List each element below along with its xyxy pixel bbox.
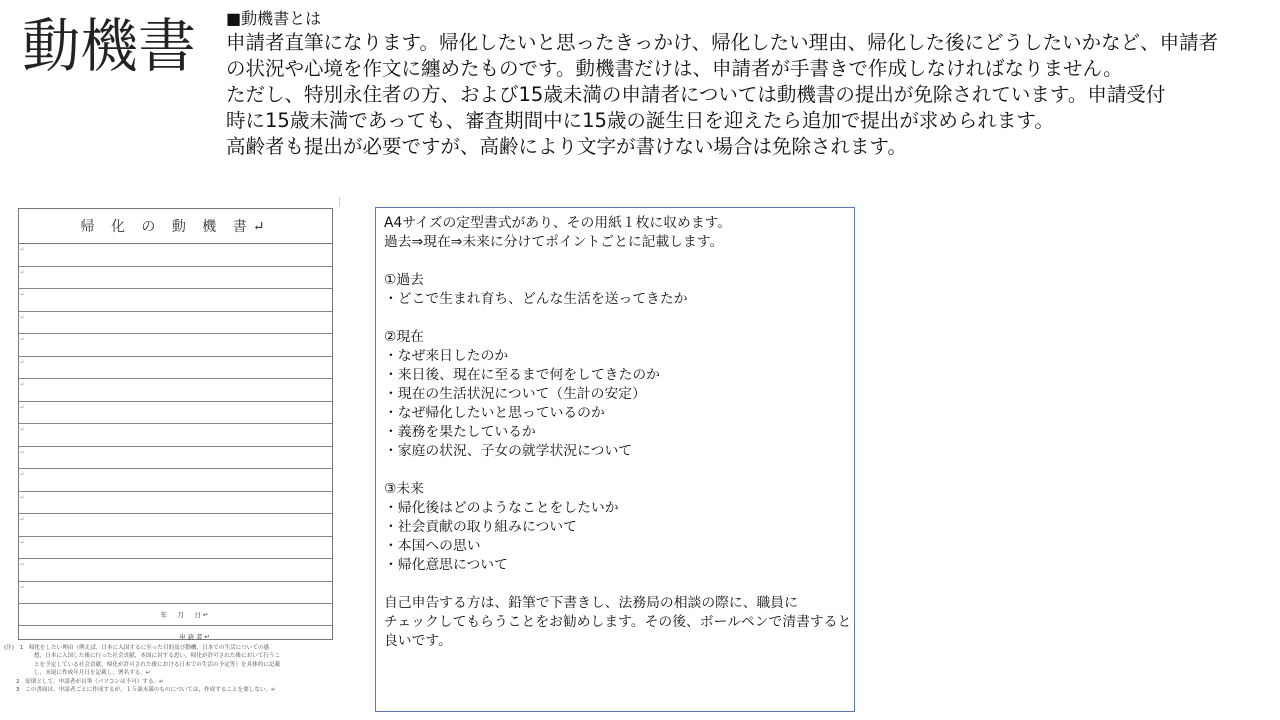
form-line xyxy=(19,424,332,447)
intro-line: 申請者直筆になります。帰化したいと思ったきっかけ、帰化したい理由、帰化した後にどうしたいかなど、申請者 xyxy=(226,31,1219,54)
form-line xyxy=(19,267,332,290)
info-line: A4サイズの定型書式があり、その用紙１枚に収めます。 xyxy=(384,215,732,231)
page-title: 動機書 xyxy=(22,12,197,80)
form-ruled-lines xyxy=(19,244,332,604)
form-note: 3 この書面は，申請者ごとに作成するが，１５歳未満のものについては，作成することを要しない。↵ xyxy=(16,687,276,694)
form-note: (注) 1 帰化をしたい理由（例えば，日本に入国するに至った目的及び動機，日本での生活についての感 xyxy=(4,645,270,651)
closing-line: 自己申告する方は、鉛筆で下書きし、法務局の相談の際に、職員に xyxy=(384,595,798,611)
intro-line: の状況や心境を作文に纏めたものです。動機書だけは、申請者が手書きで作成しなければなりません。 xyxy=(226,57,1123,80)
form-line xyxy=(19,492,332,515)
form-line xyxy=(19,312,332,335)
form-line xyxy=(19,537,332,560)
future-heading: ③未来 xyxy=(384,481,424,497)
form-applicant-label: 申請者↵ xyxy=(179,633,212,641)
form-line xyxy=(19,379,332,402)
intro-line: 高齢者も提出が必要ですが、高齢により文字が書けない場合は免除されます。 xyxy=(226,135,907,158)
form-note: 想，日本に入国した後に行った社会貢献，本国に対する思い，帰化が許可された後において行うこ xyxy=(34,653,281,660)
form-line xyxy=(19,447,332,470)
motive-form-sample xyxy=(18,208,333,640)
form-line xyxy=(19,289,332,312)
info-line: 過去⇒現在⇒未来に分けてポイントごとに記載します。 xyxy=(384,234,724,250)
intro-section xyxy=(226,8,1276,160)
intro-heading: ■動機書とは xyxy=(226,9,322,28)
form-line xyxy=(19,244,332,267)
closing-line: 良いです。 xyxy=(384,633,452,649)
form-line xyxy=(19,582,332,605)
intro-line: 時に15歳未満であっても、審査期間中に15歳の誕生日を迎えたら追加で提出が求められます。 xyxy=(226,109,1054,132)
info-box xyxy=(375,207,855,712)
future-item: ・社会貢献の取り組みについて xyxy=(384,519,577,535)
past-item: ・どこで生まれ育ち、どんな生活を送ってきたか xyxy=(384,291,688,307)
present-item: ・なぜ来日したのか xyxy=(384,348,509,364)
form-line xyxy=(19,514,332,537)
form-line xyxy=(19,559,332,582)
present-item: ・義務を果たしているか xyxy=(384,424,536,440)
present-item: ・現在の生活状況について（生計の安定） xyxy=(384,386,646,402)
divider xyxy=(339,197,340,207)
present-item: ・なぜ帰化したいと思っているのか xyxy=(384,405,605,421)
closing-line: チェックしてもらうことをお勧めします。その後、ボールペンで清書すると xyxy=(384,614,852,630)
future-item: ・帰化意思について xyxy=(384,557,508,573)
present-heading: ②現在 xyxy=(384,329,424,345)
form-note: 2 原則として，申請者が自筆（パソコンは不可）する。↵ xyxy=(16,678,164,685)
form-line xyxy=(19,334,332,357)
past-heading: ①過去 xyxy=(384,272,424,288)
present-item: ・家庭の状況、子女の就学状況について xyxy=(384,443,633,459)
form-date-label: 年 月 日↵ xyxy=(19,604,332,626)
form-line xyxy=(19,469,332,492)
form-note: し，末尾に作成年月日を記載し，署名する。↵ xyxy=(34,670,151,677)
future-item: ・帰化後はどのようなことをしたいか xyxy=(384,500,619,516)
form-line xyxy=(19,357,332,380)
intro-line: ただし、特別永住者の方、および15歳未満の申請者については動機書の提出が免除されています。申請受付 xyxy=(226,83,1166,106)
form-title: 帰 化 の 動 機 書↵ xyxy=(19,209,332,244)
present-item: ・来日後、現在に至るまで何をしてきたのか xyxy=(384,367,660,383)
future-item: ・本国への思い xyxy=(384,538,481,554)
form-line xyxy=(19,402,332,425)
form-note: とを予定している社会貢献，帰化が許可された後における日本での生活の予定等）を具体的に記載 xyxy=(34,661,281,668)
form-notes xyxy=(4,644,342,694)
